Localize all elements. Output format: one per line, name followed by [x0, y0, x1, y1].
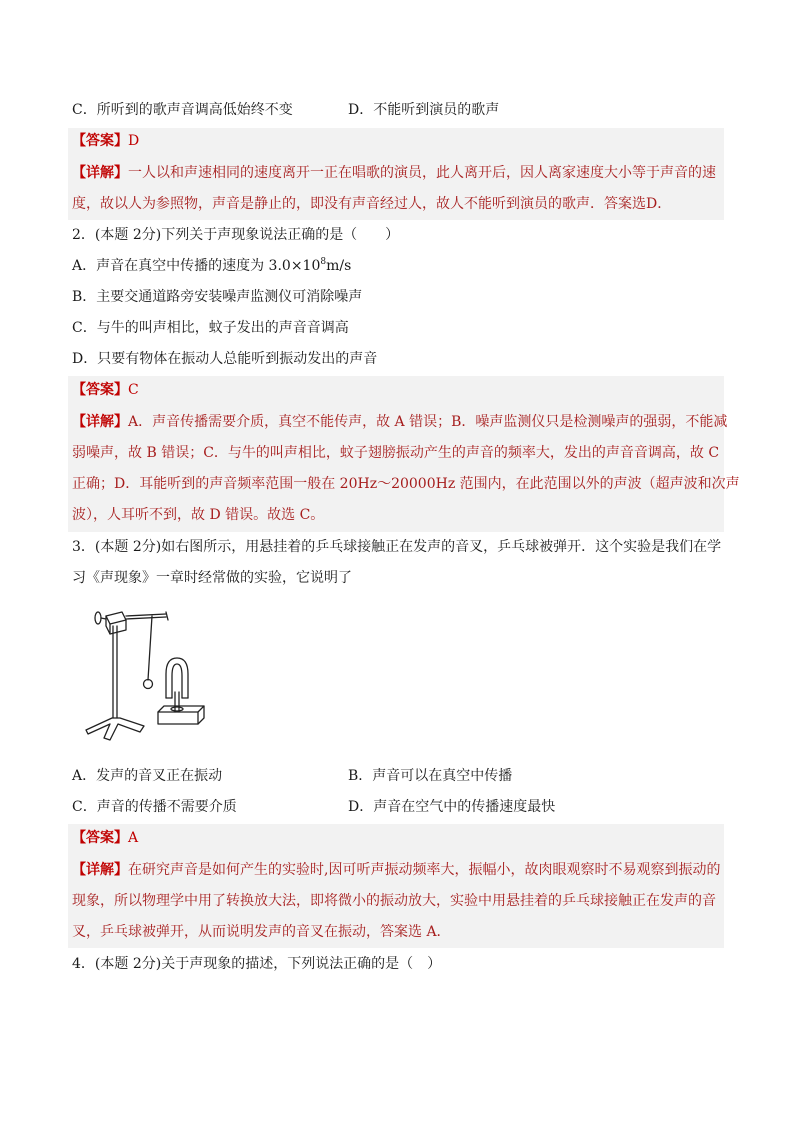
q2-option-d: D．只要有物体在振动人总能听到振动发出的声音 [72, 351, 378, 367]
answer-value: D [128, 133, 140, 149]
q3-answer-box [68, 824, 724, 948]
q1-option-c: C．所听到的歌声音调高低始终不变 [72, 102, 293, 118]
answer-value: C [128, 382, 139, 398]
ping-pong-ball [144, 680, 153, 689]
q1-detail-line-2: 度，故以人为参照物，声音是静止的，即没有声音经过人，故人不能听到演员的歌声．答案选D． [72, 196, 672, 212]
detail-tag: 【详解】 [72, 165, 128, 181]
detail-tag: 【详解】 [72, 862, 128, 878]
stand-arm [126, 614, 166, 616]
q2-detail-line-3: 正确；D．耳能听到的声音频率范围一般在 20Hz～20000Hz 范围内，在此范围以外的声波（超声波和次声 [72, 476, 740, 492]
detail-text: 在研究声音是如何产生的实验时,因可听声振动频率大，振幅小，故肉眼观察时不易观察到振动的 [128, 862, 721, 878]
q2-answer-line [72, 380, 139, 400]
q2-detail-line-1 [72, 412, 727, 432]
stand-base [86, 718, 144, 740]
q1-detail-line-1 [72, 163, 716, 183]
q1-answer-box [68, 128, 724, 220]
answer-tag: 【答案】 [72, 133, 128, 149]
q2-option-a-unit: m/s [326, 258, 352, 274]
q2-option-b: B．主要交通道路旁安装噪声监测仪可消除噪声 [72, 289, 363, 305]
q2-option-c: C．与牛的叫声相比，蚊子发出的声音音调高 [72, 320, 349, 336]
answer-tag: 【答案】 [72, 830, 128, 846]
clamp-screw [95, 612, 101, 624]
q2-option-a-text: A．声音在真空中传播的速度为 3.0×10 [72, 258, 321, 274]
q4-stem: 4．(本题 2分)关于声现象的描述，下列说法正确的是（ ） [72, 956, 442, 972]
q3-detail-line-1 [72, 860, 720, 880]
q2-detail-line-4: 波），人耳听不到，故 D 错误。故选 C。 [72, 507, 325, 523]
q2-answer-box [68, 376, 740, 532]
tuning-fork-inner [172, 664, 182, 698]
q3-option-a: A．发声的音叉正在振动 [72, 768, 223, 784]
q1-option-d: D．不能听到演员的歌声 [348, 102, 500, 118]
q3-option-b: B．声音可以在真空中传播 [348, 768, 513, 784]
detail-text: A．声音传播需要介质，真空不能传声，故 A 错误；B．噪声监测仪只是检测噪声的强弱，不能减 [128, 414, 728, 430]
q3-detail-line-2: 现象，所以物理学中用了转换放大法，即将微小的振动放大，实验中用悬挂着的乒乓球接触正在发声的音 [72, 893, 716, 909]
q3-answer-line [72, 828, 138, 848]
q2-option-a-exponent: 8 [320, 257, 327, 267]
detail-text: 一人以和声速相同的速度离开一正在唱歌的演员，此人离开后，因人离家速度大小等于声音的速 [128, 165, 716, 181]
q1-answer-line [72, 131, 139, 151]
answer-value: A [128, 830, 139, 846]
q2-detail-line-2: 弱噪声，故 B 错误；C．与牛的叫声相比，蚊子翅膀振动产生的声音的频率大，发出的声音音调高，故 C [72, 445, 720, 461]
q3-detail-line-3: 叉，乒乓球被弹开，从而说明发声的音叉在振动，答案选 A． [72, 924, 451, 940]
q2-option-a [72, 256, 351, 276]
answer-tag: 【答案】 [72, 382, 128, 398]
detail-tag: 【详解】 [72, 414, 128, 430]
q3-stem-line-2: 习《声现象》一章时经常做的实验，它说明了 [72, 570, 352, 586]
q2-stem: 2．(本题 2分)下列关于声现象说法正确的是（ ） [72, 227, 400, 243]
tuning-fork-experiment-figure [80, 600, 230, 750]
suspension-thread [148, 616, 152, 680]
q3-stem-line-1: 3．(本题 2分)如右图所示，用悬挂着的乒乓球接触正在发声的音叉，乒乓球被弹开．这个实验是我们在学 [72, 539, 722, 555]
q3-option-d: D．声音在空气中的传播速度最快 [348, 799, 556, 815]
q3-option-c: C．声音的传播不需要介质 [72, 799, 237, 815]
